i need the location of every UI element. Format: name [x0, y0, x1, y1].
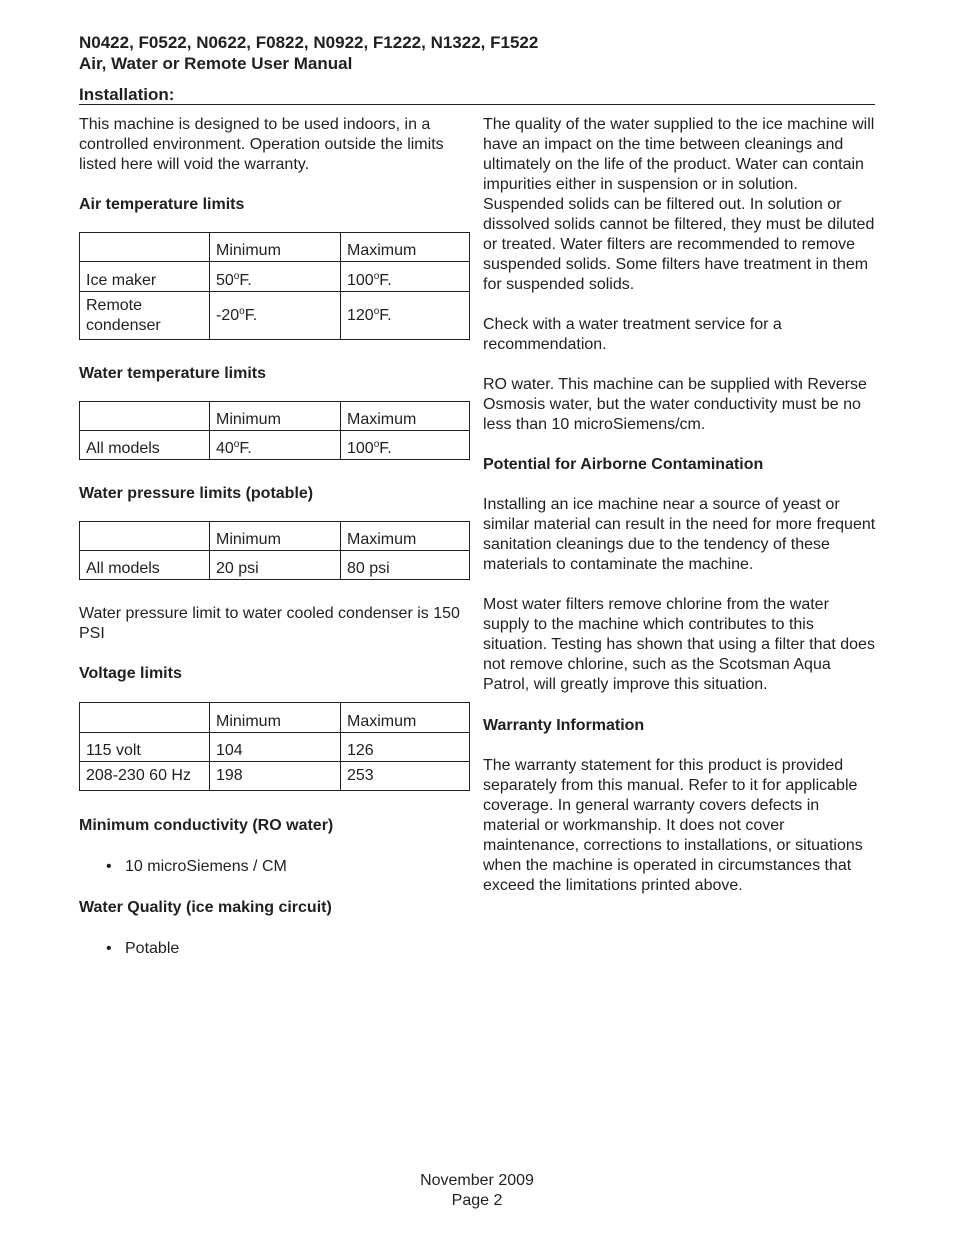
min-value: 50	[216, 272, 234, 289]
row-min	[210, 431, 341, 460]
table-header-min: Minimum	[210, 233, 341, 262]
table-header-min: Minimum	[210, 522, 341, 551]
warranty-heading: Warranty Information	[483, 717, 645, 734]
ro-water-paragraph: RO water. This machine can be supplied with Reverse Osmosis water, but the water conductivity must be no less than 10 microSiemens/cm.	[483, 376, 867, 433]
table-header-row	[80, 233, 470, 262]
min-value: -20	[216, 306, 240, 324]
table-row	[80, 262, 470, 292]
table-row	[80, 733, 470, 762]
row-label: Remote condenser	[80, 292, 210, 340]
max-value: 100	[347, 440, 374, 457]
water-quality-heading: Water Quality (ice making circuit)	[79, 899, 332, 916]
table-header-min: Minimum	[210, 402, 341, 431]
water-pressure-table	[79, 521, 470, 580]
table-cell	[80, 703, 210, 733]
document-header	[79, 32, 875, 74]
table-header-row	[80, 402, 470, 431]
model-list: N0422, F0522, N0622, F0822, N0922, F1222, N1322, F1522	[79, 33, 539, 52]
left-column	[79, 114, 471, 959]
table-row	[80, 551, 470, 580]
manual-title: Air, Water or Remote User Manual	[79, 54, 353, 73]
intro-paragraph: This machine is designed to be used indoors, in a controlled environment. Operation outside the limits listed here will void the warranty.	[79, 116, 444, 173]
row-max	[341, 431, 470, 460]
table-row	[80, 431, 470, 460]
row-label: 115 volt	[80, 733, 210, 762]
table-header-min: Minimum	[210, 703, 341, 733]
row-min: 20 psi	[210, 551, 341, 580]
row-min	[210, 292, 341, 340]
treatment-paragraph: Check with a water treatment service for a recommendation.	[483, 316, 782, 353]
row-max: 80 psi	[341, 551, 470, 580]
degree-unit: F.	[379, 306, 392, 324]
row-min: 198	[210, 762, 341, 791]
water-pressure-heading: Water pressure limits (potable)	[79, 485, 314, 502]
degree-unit: F.	[244, 306, 258, 324]
air-temp-heading: Air temperature limits	[79, 196, 245, 213]
table-row	[80, 762, 470, 791]
row-max	[341, 262, 470, 292]
table-header-max: Maximum	[341, 703, 470, 733]
list-item	[79, 939, 471, 959]
bullet-icon: •	[106, 940, 112, 957]
conductivity-heading: Minimum conductivity (RO water)	[79, 817, 334, 834]
table-cell	[80, 233, 210, 262]
degree-mark: o	[233, 439, 240, 450]
row-max: 253	[341, 762, 470, 791]
water-temp-heading: Water temperature limits	[79, 365, 267, 382]
pressure-note: Water pressure limit to water cooled condenser is 150 PSI	[79, 605, 460, 642]
row-min	[210, 262, 341, 292]
row-max: 126	[341, 733, 470, 762]
warranty-paragraph: The warranty statement for this product is provided separately from this manual. Refer to it for applicable coverage. In general warranty covers defects in material or workmanship. It does not cover maintenance, corrections to installations, or situations when the machine is operated in circumstances that exceed the limitations printed above.	[483, 757, 863, 894]
voltage-heading: Voltage limits	[79, 665, 182, 682]
min-value: 40	[216, 440, 234, 457]
list-item-text: 10 microSiemens / CM	[125, 858, 287, 875]
air-temp-table	[79, 232, 470, 340]
degree-mark: o	[233, 271, 240, 282]
water-quality-paragraph: The quality of the water supplied to the ice machine will have an impact on the time between cleanings and ultimately on the life of the product. Water can contain impurities either in suspension or in solution. Suspended solids can be filtered out. In solution or dissolved solids cannot be filtered, they must be diluted or treated. Water filters are recommended to remove suspended solids. Some filters have treatment in them for suspended solids.	[483, 116, 875, 293]
table-cell	[80, 522, 210, 551]
airborne-heading: Potential for Airborne Contamination	[483, 456, 764, 473]
degree-unit: F.	[379, 272, 392, 289]
row-label: All models	[80, 431, 210, 460]
degree-unit: F.	[379, 440, 392, 457]
water-temp-table	[79, 401, 470, 460]
chlorine-paragraph: Most water filters remove chlorine from the water supply to the machine which contributes to this situation. Testing has shown that using a filter that does not remove chlorine, such as the Scotsman Aqua Patrol, will greatly improve this situation.	[483, 596, 875, 693]
max-value: 100	[347, 272, 374, 289]
footer-date: November 2009	[420, 1172, 534, 1189]
degree-unit: F.	[239, 272, 252, 289]
row-label: Ice maker	[80, 262, 210, 292]
degree-mark: o	[239, 305, 245, 317]
page-number: Page 2	[451, 1192, 503, 1209]
row-min: 104	[210, 733, 341, 762]
bullet-icon: •	[106, 858, 112, 875]
row-label: 208-230 60 Hz	[80, 762, 210, 791]
table-header-row	[80, 703, 470, 733]
max-value: 120	[347, 306, 374, 324]
list-item	[79, 857, 471, 877]
table-cell	[80, 402, 210, 431]
section-title: Installation:	[79, 84, 875, 105]
degree-mark: o	[373, 439, 380, 450]
degree-mark: o	[373, 271, 380, 282]
degree-unit: F.	[239, 440, 252, 457]
table-row	[80, 292, 470, 340]
row-label: All models	[80, 551, 210, 580]
list-item-text: Potable	[125, 940, 180, 957]
degree-mark: o	[373, 305, 380, 317]
table-header-max: Maximum	[341, 402, 470, 431]
table-header-row	[80, 522, 470, 551]
right-column	[483, 114, 877, 896]
voltage-table	[79, 702, 470, 791]
table-header-max: Maximum	[341, 522, 470, 551]
row-max	[341, 292, 470, 340]
page-footer	[0, 1171, 954, 1211]
table-header-max: Maximum	[341, 233, 470, 262]
airborne-paragraph: Installing an ice machine near a source of yeast or similar material can result in the need for more frequent sanitation cleanings due to the tendency of these materials to contaminate the machine.	[483, 496, 876, 573]
